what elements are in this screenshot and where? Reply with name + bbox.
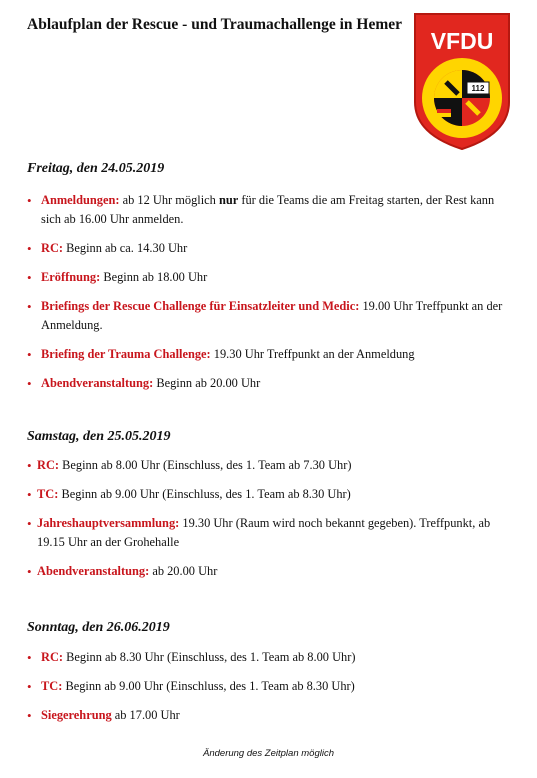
list-item: • RC: Beginn ab ca. 14.30 Uhr [27, 239, 517, 258]
list-item: • Jahreshauptversammlung: 19.30 Uhr (Raum wird noch bekannt gegeben). Treffpunkt, ab 19.15 Uhr an der Grohehalle [27, 514, 517, 552]
list-item: • TC: Beginn ab 9.00 Uhr (Einschluss, des 1. Team ab 8.30 Uhr) [27, 485, 517, 504]
list-item: • RC: Beginn ab 8.00 Uhr (Einschluss, des 1. Team ab 7.30 Uhr) [27, 456, 517, 475]
list-item: • TC: Beginn ab 9.00 Uhr (Einschluss, des 1. Team ab 8.30 Uhr) [27, 677, 517, 696]
saturday-list [27, 456, 517, 591]
list-item: • Eröffnung: Beginn ab 18.00 Uhr [27, 268, 517, 287]
day-heading-friday: Freitag, den 24.05.2019 [27, 161, 165, 176]
list-item: • Siegerehrung ab 17.00 Uhr [27, 706, 517, 725]
day-heading-saturday: Samstag, den 25.05.2019 [27, 429, 171, 444]
page-title: Ablaufplan der Rescue - und Traumachallenge in Hemer [27, 16, 403, 33]
list-item: • Abendveranstaltung: Beginn ab 20.00 Uhr [27, 374, 517, 393]
list-item: • Briefings der Rescue Challenge für Einsatzleiter und Medic: 19.00 Uhr Treffpunkt an der Anmeldung. [27, 297, 517, 335]
list-item: • Anmeldungen: ab 12 Uhr möglich nur für die Teams die am Freitag starten, der Rest kann sich ab 16.00 Uhr anmelden. [27, 191, 517, 229]
friday-list [27, 191, 517, 403]
day-heading-sunday: Sonntag, den 26.06.2019 [27, 620, 170, 635]
sunday-list [27, 648, 517, 735]
list-item: • Briefing der Trauma Challenge: 19.30 Uhr Treffpunkt an der Anmeldung [27, 345, 517, 364]
footer-note: Änderung des Zeitplan möglich [203, 748, 334, 759]
logo-name: VFDU [430, 28, 494, 54]
list-item: • RC: Beginn ab 8.30 Uhr (Einschluss, des 1. Team ab 8.00 Uhr) [27, 648, 517, 667]
vfdu-logo [411, 10, 513, 152]
list-item: • Abendveranstaltung: ab 20.00 Uhr [27, 562, 517, 581]
logo-emblem: 112 [471, 84, 485, 93]
